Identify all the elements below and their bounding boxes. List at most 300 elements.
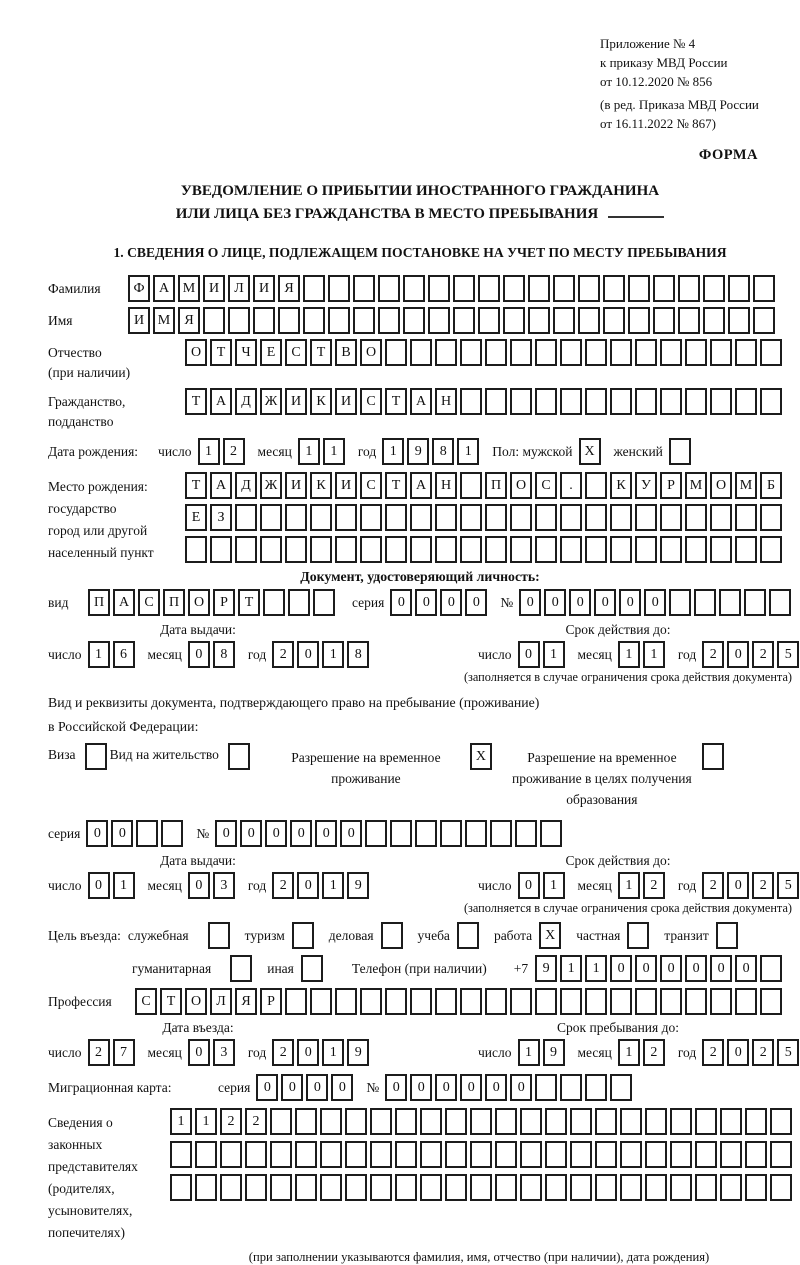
char-cell[interactable]: П <box>163 589 185 616</box>
char-cell[interactable]: 0 <box>281 1074 303 1101</box>
char-cell[interactable]: И <box>253 275 275 302</box>
char-cell[interactable]: 0 <box>410 1074 432 1101</box>
char-cell[interactable]: 0 <box>610 955 632 982</box>
char-cell[interactable] <box>610 388 632 415</box>
char-cell[interactable] <box>570 1141 592 1168</box>
char-cell[interactable]: И <box>285 472 307 499</box>
char-cell[interactable] <box>460 988 482 1015</box>
char-cell[interactable] <box>720 1174 742 1201</box>
char-cell[interactable] <box>753 275 775 302</box>
char-cell[interactable] <box>228 743 250 770</box>
char-cell[interactable]: 2 <box>752 872 774 899</box>
char-cell[interactable]: 8 <box>213 641 235 668</box>
char-cell[interactable]: 0 <box>710 955 732 982</box>
char-cell[interactable] <box>435 504 457 531</box>
char-cell[interactable]: 3 <box>213 872 235 899</box>
char-cell[interactable]: 0 <box>256 1074 278 1101</box>
char-cell[interactable]: 1 <box>198 438 220 465</box>
char-cell[interactable]: Р <box>260 988 282 1015</box>
char-cell[interactable]: 0 <box>594 589 616 616</box>
char-cell[interactable] <box>310 504 332 531</box>
char-cell[interactable] <box>695 1174 717 1201</box>
char-cell[interactable] <box>403 307 425 334</box>
char-cell[interactable] <box>370 1141 392 1168</box>
char-cell[interactable] <box>503 307 525 334</box>
char-cell[interactable] <box>710 536 732 563</box>
char-cell[interactable] <box>335 988 357 1015</box>
char-cell[interactable] <box>685 536 707 563</box>
char-cell[interactable] <box>528 275 550 302</box>
char-cell[interactable] <box>660 388 682 415</box>
char-cell[interactable]: 0 <box>340 820 362 847</box>
char-cell[interactable]: 0 <box>440 589 462 616</box>
char-cell[interactable]: 0 <box>297 1039 319 1066</box>
char-cell[interactable] <box>303 275 325 302</box>
char-cell[interactable]: П <box>485 472 507 499</box>
char-cell[interactable] <box>678 307 700 334</box>
char-cell[interactable]: П <box>88 589 110 616</box>
char-cell[interactable] <box>653 307 675 334</box>
char-cell[interactable] <box>735 388 757 415</box>
char-cell[interactable]: 0 <box>569 589 591 616</box>
char-cell[interactable] <box>403 275 425 302</box>
char-cell[interactable] <box>470 1141 492 1168</box>
char-cell[interactable]: 1 <box>518 1039 540 1066</box>
char-cell[interactable] <box>460 472 482 499</box>
char-cell[interactable] <box>385 504 407 531</box>
char-cell[interactable]: 2 <box>223 438 245 465</box>
char-cell[interactable]: 0 <box>315 820 337 847</box>
char-cell[interactable] <box>428 307 450 334</box>
char-cell[interactable] <box>635 988 657 1015</box>
char-cell[interactable] <box>760 536 782 563</box>
char-cell[interactable]: 1 <box>560 955 582 982</box>
char-cell[interactable] <box>335 536 357 563</box>
char-cell[interactable] <box>585 472 607 499</box>
char-cell[interactable] <box>210 536 232 563</box>
char-cell[interactable]: 1 <box>298 438 320 465</box>
char-cell[interactable]: А <box>410 388 432 415</box>
char-cell[interactable] <box>703 307 725 334</box>
char-cell[interactable]: Т <box>238 589 260 616</box>
char-cell[interactable]: 6 <box>113 641 135 668</box>
char-cell[interactable] <box>745 1108 767 1135</box>
char-cell[interactable]: 0 <box>88 872 110 899</box>
char-cell[interactable]: 0 <box>727 641 749 668</box>
char-cell[interactable] <box>520 1108 542 1135</box>
char-cell[interactable] <box>627 922 649 949</box>
char-cell[interactable] <box>510 339 532 366</box>
char-cell[interactable]: 1 <box>88 641 110 668</box>
char-cell[interactable] <box>428 275 450 302</box>
char-cell[interactable]: Л <box>210 988 232 1015</box>
char-cell[interactable] <box>560 504 582 531</box>
char-cell[interactable]: А <box>153 275 175 302</box>
char-cell[interactable] <box>381 922 403 949</box>
char-cell[interactable] <box>328 275 350 302</box>
char-cell[interactable] <box>260 504 282 531</box>
char-cell[interactable] <box>653 275 675 302</box>
char-cell[interactable] <box>535 339 557 366</box>
char-cell[interactable] <box>560 388 582 415</box>
char-cell[interactable] <box>460 504 482 531</box>
char-cell[interactable] <box>545 1108 567 1135</box>
char-cell[interactable]: 0 <box>415 589 437 616</box>
char-cell[interactable]: 9 <box>535 955 557 982</box>
char-cell[interactable] <box>745 1141 767 1168</box>
char-cell[interactable] <box>485 536 507 563</box>
char-cell[interactable]: 0 <box>188 641 210 668</box>
char-cell[interactable]: 5 <box>777 641 799 668</box>
char-cell[interactable]: У <box>635 472 657 499</box>
char-cell[interactable]: 1 <box>618 641 640 668</box>
char-cell[interactable] <box>735 504 757 531</box>
char-cell[interactable] <box>540 820 562 847</box>
char-cell[interactable]: 0 <box>465 589 487 616</box>
char-cell[interactable]: 1 <box>322 872 344 899</box>
char-cell[interactable]: 1 <box>618 872 640 899</box>
char-cell[interactable]: 1 <box>195 1108 217 1135</box>
char-cell[interactable] <box>520 1174 542 1201</box>
char-cell[interactable] <box>670 1141 692 1168</box>
char-cell[interactable]: 8 <box>347 641 369 668</box>
char-cell[interactable]: О <box>185 339 207 366</box>
char-cell[interactable] <box>440 820 462 847</box>
char-cell[interactable]: Я <box>178 307 200 334</box>
char-cell[interactable] <box>570 1108 592 1135</box>
char-cell[interactable] <box>385 988 407 1015</box>
char-cell[interactable]: Ж <box>260 388 282 415</box>
char-cell[interactable]: 2 <box>702 872 724 899</box>
char-cell[interactable]: 0 <box>435 1074 457 1101</box>
char-cell[interactable] <box>170 1174 192 1201</box>
char-cell[interactable]: 0 <box>727 1039 749 1066</box>
char-cell[interactable]: 0 <box>685 955 707 982</box>
char-cell[interactable] <box>735 536 757 563</box>
char-cell[interactable] <box>685 988 707 1015</box>
char-cell[interactable]: М <box>153 307 175 334</box>
char-cell[interactable]: 2 <box>702 641 724 668</box>
char-cell[interactable]: О <box>185 988 207 1015</box>
char-cell[interactable]: Н <box>435 388 457 415</box>
char-cell[interactable] <box>230 955 252 982</box>
char-cell[interactable]: 2 <box>702 1039 724 1066</box>
char-cell[interactable]: В <box>335 339 357 366</box>
char-cell[interactable]: 1 <box>543 872 565 899</box>
char-cell[interactable]: 0 <box>297 872 319 899</box>
char-cell[interactable] <box>228 307 250 334</box>
char-cell[interactable] <box>595 1108 617 1135</box>
char-cell[interactable] <box>515 820 537 847</box>
char-cell[interactable] <box>660 536 682 563</box>
char-cell[interactable] <box>760 988 782 1015</box>
char-cell[interactable]: 2 <box>643 1039 665 1066</box>
char-cell[interactable] <box>535 1074 557 1101</box>
char-cell[interactable]: Е <box>185 504 207 531</box>
char-cell[interactable] <box>260 536 282 563</box>
char-cell[interactable] <box>620 1141 642 1168</box>
char-cell[interactable] <box>760 388 782 415</box>
char-cell[interactable] <box>195 1174 217 1201</box>
char-cell[interactable]: Т <box>385 388 407 415</box>
char-cell[interactable]: К <box>610 472 632 499</box>
char-cell[interactable] <box>685 388 707 415</box>
char-cell[interactable] <box>328 307 350 334</box>
char-cell[interactable] <box>415 820 437 847</box>
char-cell[interactable]: З <box>210 504 232 531</box>
char-cell[interactable] <box>445 1108 467 1135</box>
char-cell[interactable] <box>560 536 582 563</box>
char-cell[interactable]: И <box>335 472 357 499</box>
char-cell[interactable] <box>460 536 482 563</box>
char-cell[interactable] <box>603 275 625 302</box>
char-cell[interactable]: 3 <box>213 1039 235 1066</box>
char-cell[interactable]: 0 <box>518 872 540 899</box>
char-cell[interactable]: 9 <box>407 438 429 465</box>
char-cell[interactable]: Д <box>235 388 257 415</box>
char-cell[interactable] <box>370 1174 392 1201</box>
char-cell[interactable] <box>495 1108 517 1135</box>
char-cell[interactable] <box>390 820 412 847</box>
char-cell[interactable] <box>285 504 307 531</box>
char-cell[interactable]: 1 <box>457 438 479 465</box>
char-cell[interactable]: 0 <box>644 589 666 616</box>
char-cell[interactable]: 2 <box>643 872 665 899</box>
char-cell[interactable]: И <box>335 388 357 415</box>
char-cell[interactable] <box>769 589 791 616</box>
char-cell[interactable]: 1 <box>543 641 565 668</box>
char-cell[interactable]: 1 <box>113 872 135 899</box>
char-cell[interactable] <box>716 922 738 949</box>
char-cell[interactable] <box>560 988 582 1015</box>
char-cell[interactable] <box>510 988 532 1015</box>
char-cell[interactable]: 9 <box>347 1039 369 1066</box>
char-cell[interactable]: И <box>128 307 150 334</box>
char-cell[interactable] <box>360 536 382 563</box>
char-cell[interactable] <box>610 339 632 366</box>
char-cell[interactable] <box>669 589 691 616</box>
char-cell[interactable] <box>620 1108 642 1135</box>
char-cell[interactable]: 0 <box>306 1074 328 1101</box>
char-cell[interactable]: Т <box>185 388 207 415</box>
char-cell[interactable] <box>185 536 207 563</box>
char-cell[interactable] <box>585 988 607 1015</box>
char-cell[interactable]: О <box>510 472 532 499</box>
char-cell[interactable]: 0 <box>519 589 541 616</box>
char-cell[interactable] <box>520 1141 542 1168</box>
char-cell[interactable] <box>720 1108 742 1135</box>
char-cell[interactable]: 2 <box>88 1039 110 1066</box>
char-cell[interactable] <box>235 536 257 563</box>
char-cell[interactable]: А <box>210 388 232 415</box>
char-cell[interactable]: 0 <box>297 641 319 668</box>
char-cell[interactable]: Р <box>213 589 235 616</box>
char-cell[interactable] <box>585 1074 607 1101</box>
char-cell[interactable] <box>285 988 307 1015</box>
char-cell[interactable]: И <box>285 388 307 415</box>
char-cell[interactable]: 0 <box>485 1074 507 1101</box>
char-cell[interactable] <box>660 504 682 531</box>
char-cell[interactable] <box>465 820 487 847</box>
char-cell[interactable]: 1 <box>170 1108 192 1135</box>
char-cell[interactable] <box>270 1141 292 1168</box>
char-cell[interactable] <box>719 589 741 616</box>
char-cell[interactable] <box>528 307 550 334</box>
char-cell[interactable] <box>745 1174 767 1201</box>
char-cell[interactable] <box>685 504 707 531</box>
char-cell[interactable] <box>735 988 757 1015</box>
char-cell[interactable] <box>585 339 607 366</box>
char-cell[interactable]: Ф <box>128 275 150 302</box>
char-cell[interactable] <box>410 504 432 531</box>
char-cell[interactable]: Е <box>260 339 282 366</box>
char-cell[interactable] <box>710 339 732 366</box>
char-cell[interactable]: 0 <box>460 1074 482 1101</box>
char-cell[interactable]: 2 <box>272 872 294 899</box>
char-cell[interactable]: 0 <box>510 1074 532 1101</box>
char-cell[interactable] <box>610 1074 632 1101</box>
char-cell[interactable] <box>435 988 457 1015</box>
char-cell[interactable]: 0 <box>518 641 540 668</box>
char-cell[interactable]: Б <box>760 472 782 499</box>
char-cell[interactable]: Ч <box>235 339 257 366</box>
char-cell[interactable] <box>420 1141 442 1168</box>
char-cell[interactable] <box>510 388 532 415</box>
char-cell[interactable] <box>360 988 382 1015</box>
char-cell[interactable] <box>770 1174 792 1201</box>
char-cell[interactable] <box>695 1141 717 1168</box>
char-cell[interactable] <box>353 307 375 334</box>
char-cell[interactable] <box>694 589 716 616</box>
char-cell[interactable] <box>295 1174 317 1201</box>
char-cell[interactable] <box>595 1174 617 1201</box>
char-cell[interactable] <box>578 275 600 302</box>
char-cell[interactable]: X <box>579 438 601 465</box>
char-cell[interactable]: 0 <box>544 589 566 616</box>
char-cell[interactable]: 0 <box>390 589 412 616</box>
char-cell[interactable] <box>292 922 314 949</box>
char-cell[interactable] <box>470 1108 492 1135</box>
char-cell[interactable]: О <box>188 589 210 616</box>
char-cell[interactable]: А <box>113 589 135 616</box>
char-cell[interactable] <box>410 339 432 366</box>
char-cell[interactable] <box>410 536 432 563</box>
char-cell[interactable] <box>710 388 732 415</box>
char-cell[interactable] <box>760 339 782 366</box>
char-cell[interactable]: 1 <box>643 641 665 668</box>
char-cell[interactable]: Я <box>278 275 300 302</box>
char-cell[interactable]: 9 <box>543 1039 565 1066</box>
char-cell[interactable] <box>295 1108 317 1135</box>
char-cell[interactable] <box>457 922 479 949</box>
char-cell[interactable] <box>360 504 382 531</box>
char-cell[interactable] <box>253 307 275 334</box>
char-cell[interactable] <box>603 307 625 334</box>
char-cell[interactable]: 2 <box>220 1108 242 1135</box>
char-cell[interactable] <box>278 307 300 334</box>
char-cell[interactable]: 5 <box>777 1039 799 1066</box>
char-cell[interactable] <box>585 536 607 563</box>
char-cell[interactable]: 0 <box>215 820 237 847</box>
char-cell[interactable]: 1 <box>382 438 404 465</box>
char-cell[interactable] <box>535 988 557 1015</box>
char-cell[interactable] <box>670 1108 692 1135</box>
char-cell[interactable]: 0 <box>290 820 312 847</box>
char-cell[interactable] <box>595 1141 617 1168</box>
char-cell[interactable] <box>553 307 575 334</box>
char-cell[interactable] <box>378 275 400 302</box>
char-cell[interactable] <box>535 536 557 563</box>
char-cell[interactable] <box>460 339 482 366</box>
char-cell[interactable] <box>435 536 457 563</box>
char-cell[interactable] <box>310 988 332 1015</box>
char-cell[interactable] <box>395 1108 417 1135</box>
char-cell[interactable] <box>760 955 782 982</box>
char-cell[interactable] <box>670 1174 692 1201</box>
char-cell[interactable] <box>445 1141 467 1168</box>
char-cell[interactable] <box>345 1108 367 1135</box>
char-cell[interactable] <box>478 275 500 302</box>
char-cell[interactable] <box>545 1141 567 1168</box>
char-cell[interactable]: Л <box>228 275 250 302</box>
char-cell[interactable] <box>669 438 691 465</box>
char-cell[interactable] <box>85 743 107 770</box>
char-cell[interactable] <box>410 988 432 1015</box>
char-cell[interactable] <box>553 275 575 302</box>
char-cell[interactable]: 1 <box>585 955 607 982</box>
char-cell[interactable]: С <box>535 472 557 499</box>
char-cell[interactable]: Т <box>185 472 207 499</box>
char-cell[interactable] <box>470 1174 492 1201</box>
char-cell[interactable] <box>170 1141 192 1168</box>
char-cell[interactable]: 0 <box>111 820 133 847</box>
char-cell[interactable] <box>490 820 512 847</box>
char-cell[interactable] <box>753 307 775 334</box>
char-cell[interactable]: Т <box>210 339 232 366</box>
char-cell[interactable] <box>535 388 557 415</box>
char-cell[interactable]: 2 <box>752 641 774 668</box>
char-cell[interactable] <box>453 275 475 302</box>
char-cell[interactable] <box>585 504 607 531</box>
char-cell[interactable] <box>263 589 285 616</box>
char-cell[interactable] <box>313 589 335 616</box>
char-cell[interactable] <box>710 988 732 1015</box>
char-cell[interactable]: . <box>560 472 582 499</box>
char-cell[interactable] <box>510 536 532 563</box>
char-cell[interactable] <box>635 388 657 415</box>
char-cell[interactable] <box>395 1174 417 1201</box>
char-cell[interactable]: Н <box>435 472 457 499</box>
char-cell[interactable]: С <box>360 388 382 415</box>
char-cell[interactable] <box>245 1174 267 1201</box>
char-cell[interactable]: 2 <box>272 1039 294 1066</box>
char-cell[interactable]: Я <box>235 988 257 1015</box>
char-cell[interactable] <box>485 388 507 415</box>
char-cell[interactable] <box>395 1141 417 1168</box>
char-cell[interactable] <box>335 504 357 531</box>
char-cell[interactable]: С <box>135 988 157 1015</box>
char-cell[interactable]: Т <box>160 988 182 1015</box>
char-cell[interactable]: 9 <box>347 872 369 899</box>
char-cell[interactable] <box>560 1074 582 1101</box>
char-cell[interactable] <box>610 988 632 1015</box>
char-cell[interactable] <box>453 307 475 334</box>
char-cell[interactable] <box>195 1141 217 1168</box>
char-cell[interactable] <box>445 1174 467 1201</box>
char-cell[interactable] <box>645 1174 667 1201</box>
char-cell[interactable] <box>560 339 582 366</box>
char-cell[interactable] <box>645 1108 667 1135</box>
